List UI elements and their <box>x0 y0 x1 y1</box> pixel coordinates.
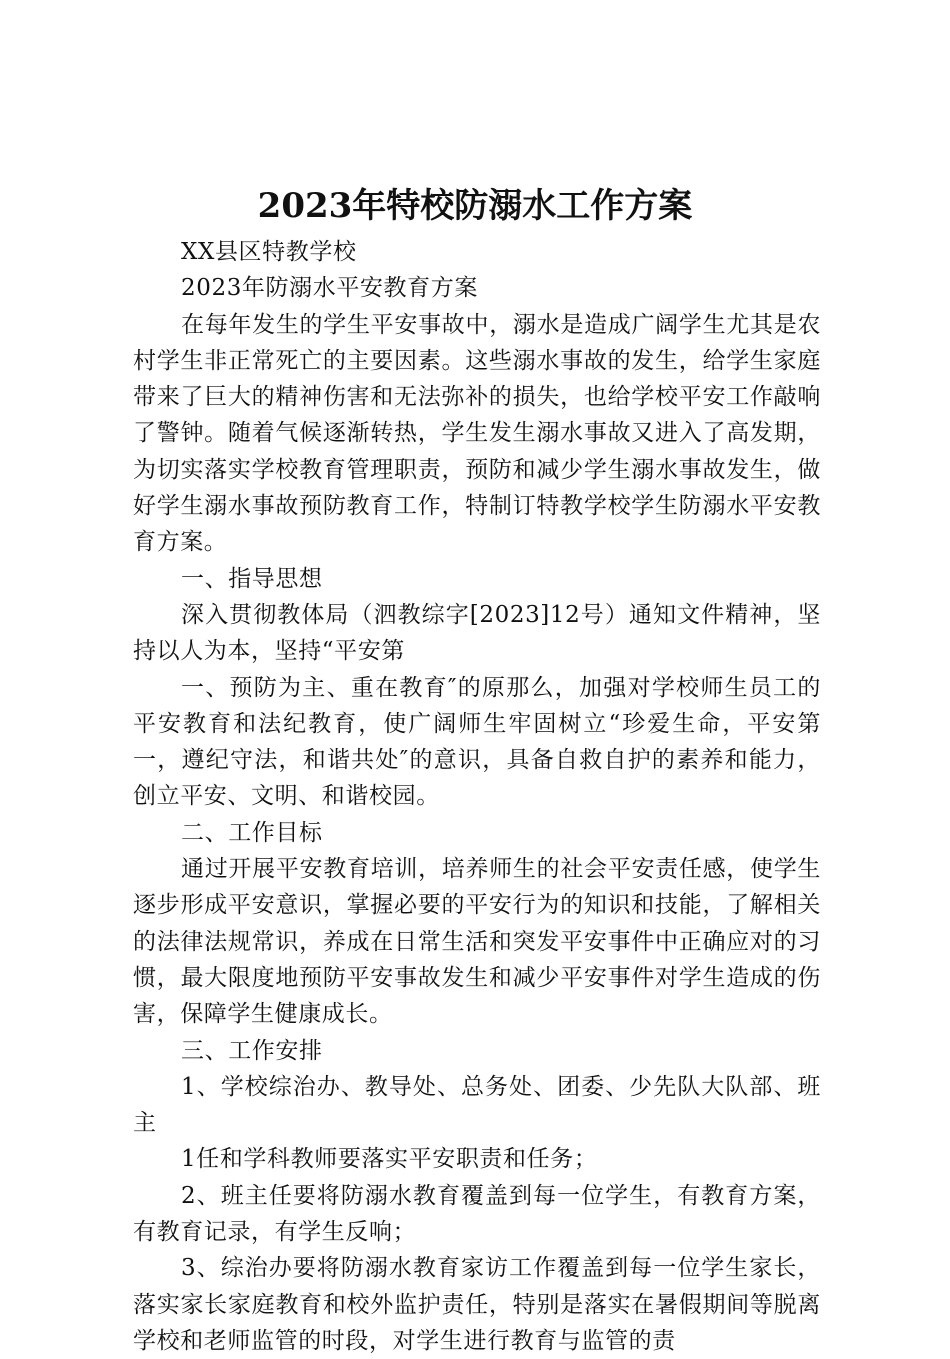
intro-paragraph: 在每年发生的学生平安事故中，溺水是造成广阔学生尤其是农村学生非正常死亡的主要因素。这些溺水事故的发生，给学生家庭带来了巨大的精神伤害和无法弥补的损失，也给学校平安工作敲响了警钟。随着气候逐渐转热，学生发生溺水事故又进入了高发期，为切实落实学校教育管理职责，预防和减少学生溺水事故发生，做好学生溺水事故预防教育工作，特制订特教学校学生防溺水平安教育方案。 <box>133 311 821 556</box>
document-body <box>133 234 821 1359</box>
guiding-thought-continued: 一、预防为主、重在教育″的原那么，加强对学校师生员工的平安教育和法纪教育，使广阔师生牢固树立“珍爱生命，平安第一，遵纪守法，和谐共处″的意识，具备自救自护的素养和能力，创立平安、文明、和谐校园。 <box>133 674 821 810</box>
section-heading-work-goals: 二、工作目标 <box>181 819 323 846</box>
arrangement-item-3: 3、综治办要将防溺水教育家访工作覆盖到每一位学生家长，落实家长家庭教育和校外监护责任，特别是落实在暑假期间等脱离学校和老师监管的时段，对学生进行教育与监管的责 <box>133 1255 821 1354</box>
document-title: 2023年特校防溺水工作方案 <box>257 186 693 226</box>
arrangement-item-1: 1、学校综治办、教导处、总务处、团委、少先队大队部、班主 <box>133 1073 821 1137</box>
school-name: XX县区特教学校 <box>181 239 357 265</box>
arrangement-item-1-continued: 1任和学科教师要落实平安职责和任务； <box>181 1146 598 1173</box>
plan-subtitle: 2023年防溺水平安教育方案 <box>181 275 478 302</box>
arrangement-item-2: 2、班主任要将防溺水教育覆盖到每一位学生，有教育方案，有教育记录，有学生反响； <box>133 1182 821 1246</box>
section-heading-guiding-thought: 一、指导思想 <box>181 565 323 592</box>
work-goals-paragraph: 通过开展平安教育培训，培养师生的社会平安责任感，使学生逐步形成平安意识，掌握必要的平安行为的知识和技能，了解相关的法律法规常识，养成在日常生活和突发平安事件中正确应对的习惯，最大限度地预防平安事故发生和减少平安事件对学生造成的伤害，保障学生健康成长。 <box>133 856 821 1028</box>
guiding-thought-paragraph: 深入贯彻教体局（泗教综字[2023]12号）通知文件精神，坚持以人为本，坚持“平安第 <box>133 601 821 665</box>
section-heading-work-arrangement: 三、工作安排 <box>181 1037 323 1064</box>
